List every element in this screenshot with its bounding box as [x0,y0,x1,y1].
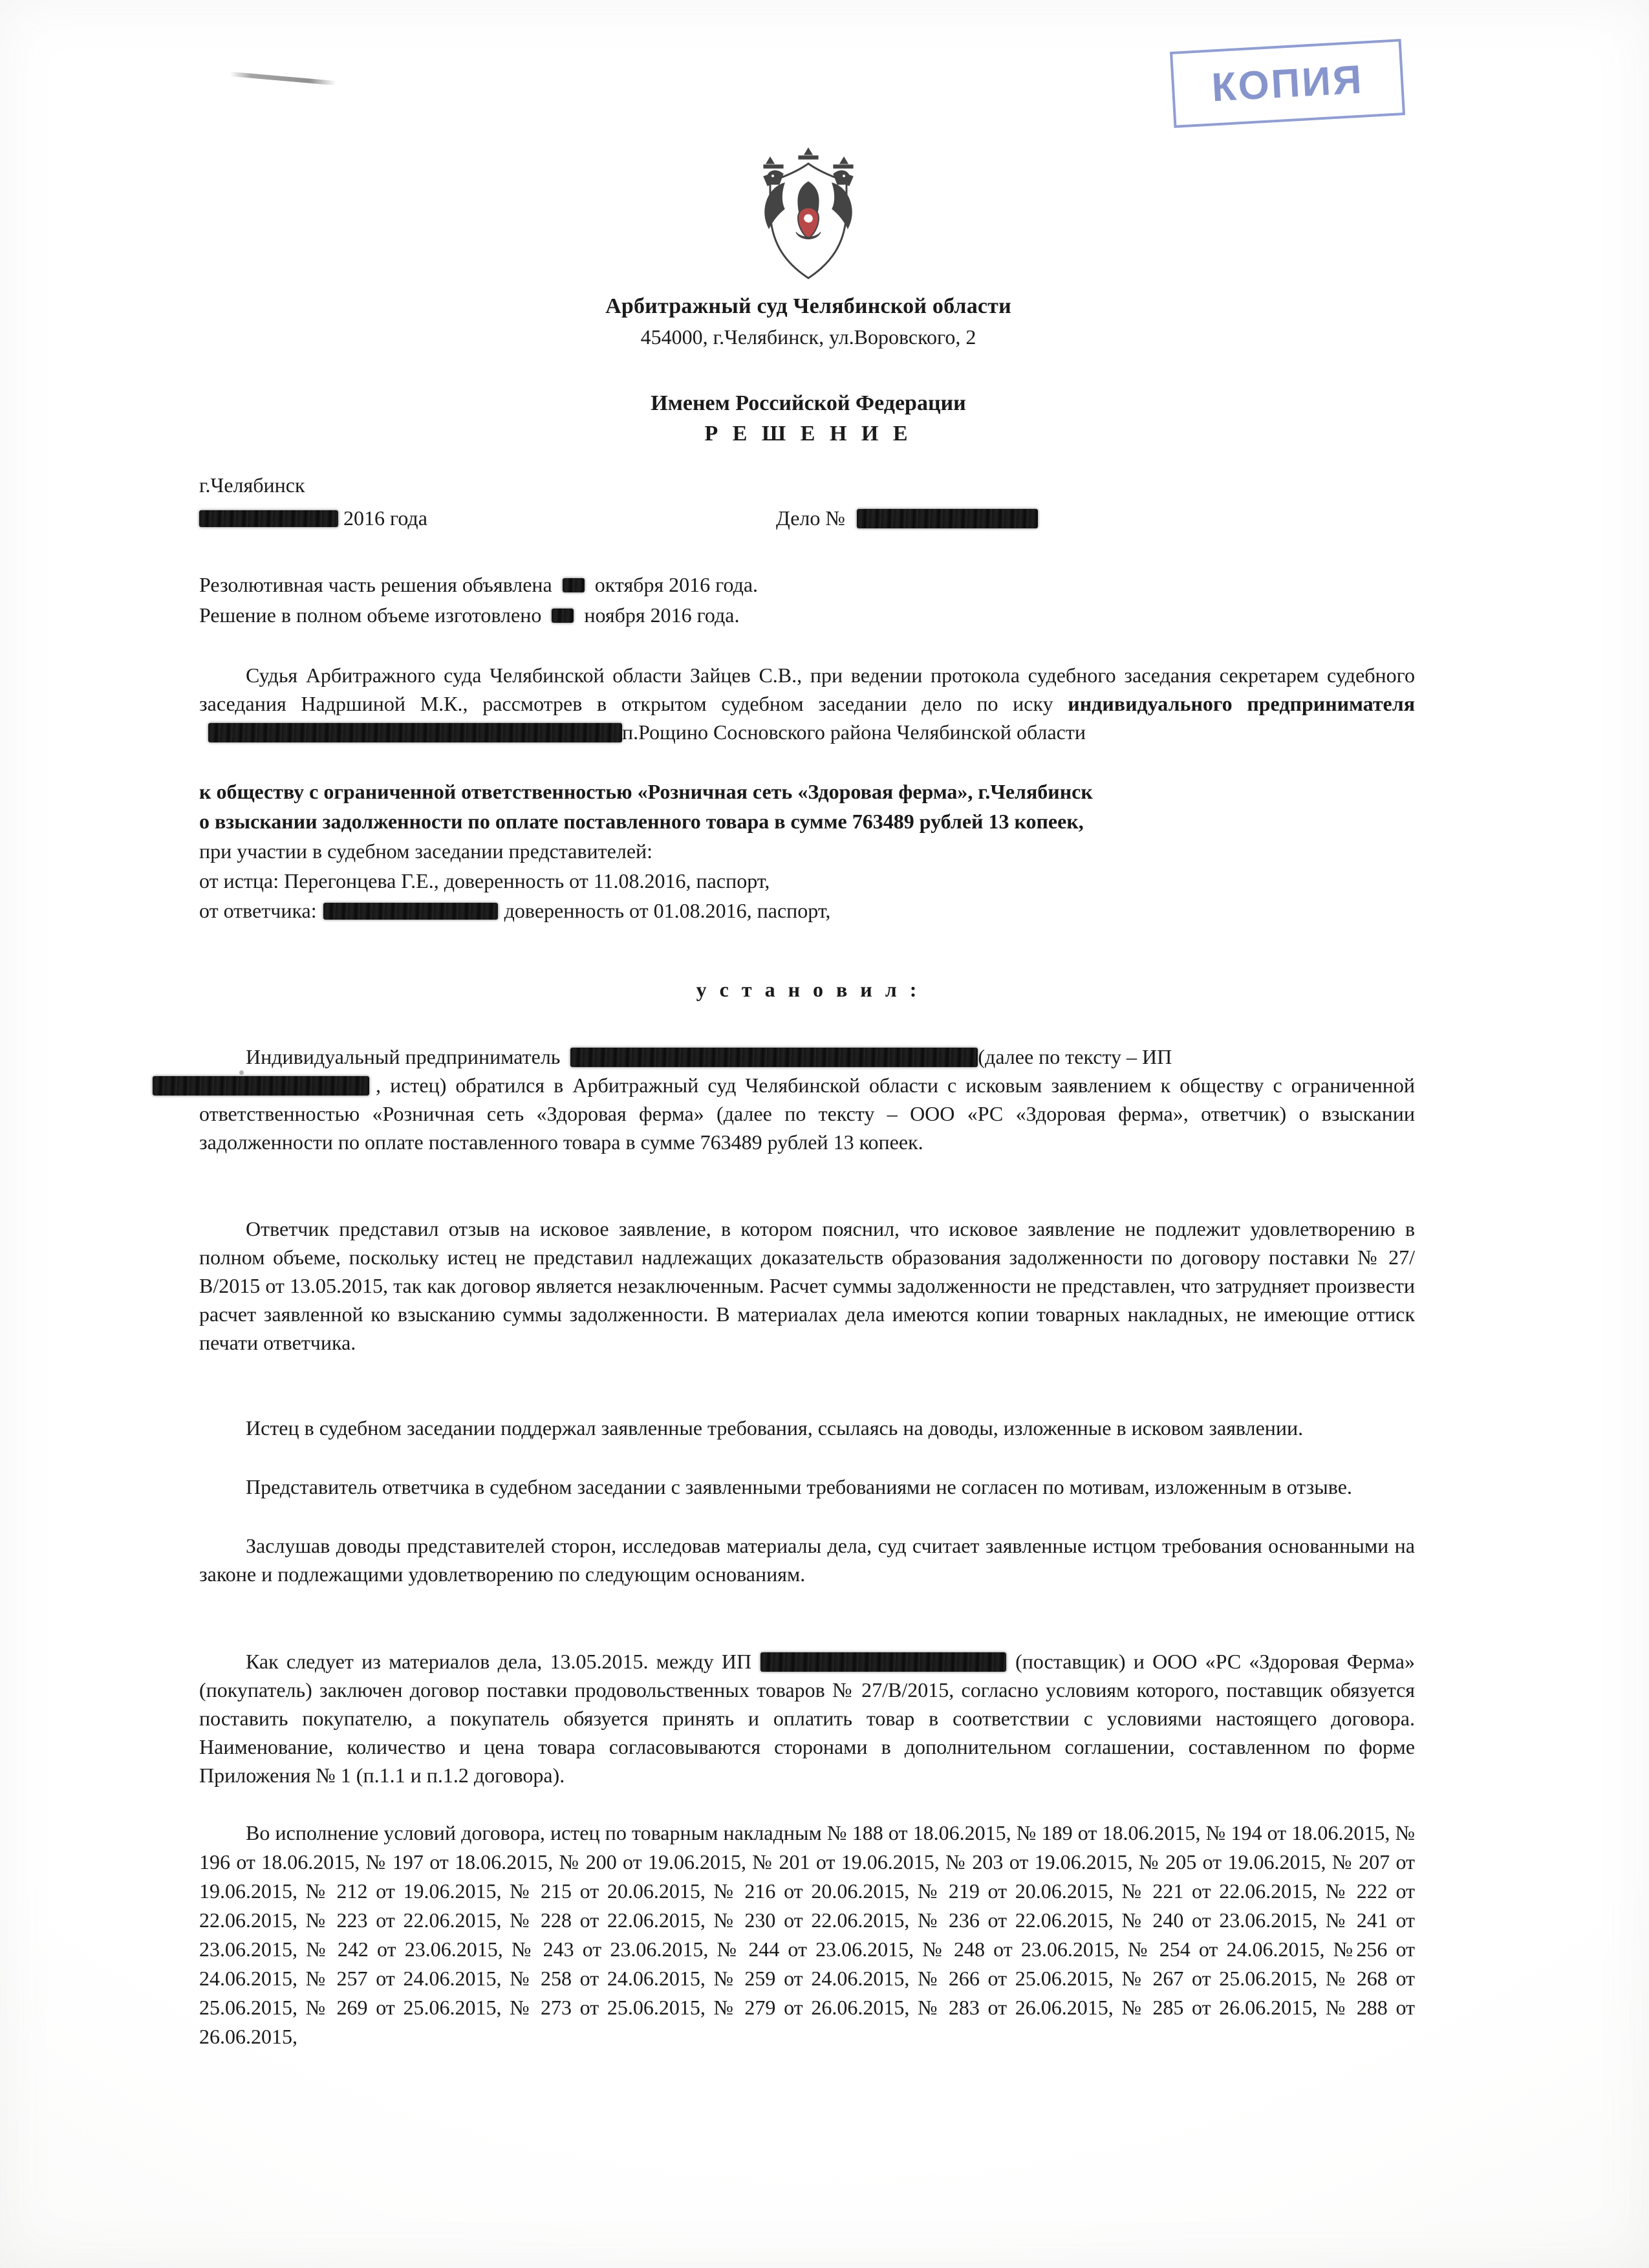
body-paragraph-5: Заслушав доводы представителей сторон, исследовав материалы дела, суд считает заявленные истцом требования основанными на законе и подлежащими удовлетворению по следующим основаниям. [199,1534,1415,1586]
redaction-defendant-representative-name [323,903,498,920]
intro-text-a: Судья Арбитражного суда Челябинской области Зайцев С.В., при ведении протокола судебного заседания секретарем судебного заседания Надршиной М.К., рассмотрев в открытом судебном заседании дело по иску [199,664,1415,715]
redaction-supplier-name [760,1652,1006,1672]
court-address: 454000, г.Челябинск, ул.Воровского, 2 [640,325,976,349]
body-1-c: , истец) обратился в Арбитражный суд Челябинской области с исковым заявлением к обществу с ограниченной ответственностью «Розничная сеть «Здоровая ферма» (далее по тексту – ООО «РС «Здоровая ферма», ответчик) о взыскании задолженности по оплате поставленного товара в сумме 763489 рублей 13 копеек. [199,1074,1415,1154]
participants-line: при участии в судебном заседании представителей: [199,839,653,863]
body-1-b: (далее по тексту – ИП [978,1045,1172,1068]
defendant-representative-suffix: доверенность от 01.08.2016, паспорт, [504,899,831,922]
body-6-a: Как следует из материалов дела, 13.05.2015. между ИП [246,1650,752,1673]
russian-coat-of-arms-icon [734,146,883,288]
resolution-announced-text: Резолютивная часть решения объявлена [199,573,552,596]
resolution-announced-line [199,573,758,597]
body-paragraph-7-invoices: Во исполнение условий договора, истец по товарным накладным № 188 от 18.06.2015, № 189 от 18.06.2015, № 194 от 18.06.2015, № 196 от 18.06.2015, № 197 от 18.06.2015, № 200 от 19.06.2015, № 201 от 19.06.2015, № 203 от 19.06.2015, № 205 от 19.06.2015, № 207 от 19.06.2015, № 212 от 19.06.2015, № 215 от 20.06.2015, № 216 от 20.06.2015, № 219 от 20.06.2015, № 221 от 22.06.2015, № 222 от 22.06.2015, № 223 от 22.06.2015, № 228 от 22.06.2015, № 230 от 22.06.2015, № 236 от 22.06.2015, № 240 от 23.06.2015, № 241 от 23.06.2015, № 242 от 23.06.2015, № 243 от 23.06.2015, № 244 от 23.06.2015, № 248 от 23.06.2015, № 254 от 24.06.2015, №256 от 24.06.2015, № 257 от 24.06.2015, № 258 от 24.06.2015, № 259 от 24.06.2015, № 266 от 25.06.2015, № 267 от 25.06.2015, № 268 от 25.06.2015, № 269 от 25.06.2015, № 273 от 25.06.2015, № 279 от 26.06.2015, № 283 от 26.06.2015, № 285 от 26.06.2015, № 288 от 26.06.2015, [199,1821,1415,2048]
document-content [194,0,1423,2268]
body-6-b: (поставщик) и ООО «РС «Здоровая Ферма» (покупатель) заключен договор поставки продовольственных товаров № 27/В/2015, согласно условиям которого, поставщик обязуется поставить покупателю, а покупатель обязуется принять и оплатить товар в соответствии с условиями настоящего договора. Наименование, количество и цена товара согласовываются сторонами в дополнительном соглашении, составленном по форме Приложения № 1 (п.1.1 и п.1.2 договора). [199,1650,1416,1787]
body-1-a: Индивидуальный предприниматель [246,1045,561,1068]
case-number-line [776,506,1038,530]
redaction-plaintiff-name-1 [208,723,622,742]
full-text-made-tail: ноября 2016 года. [584,603,740,627]
plaintiff-representative-line: от истца: Перегонцева Г.Е., доверенность от 11.08.2016, паспорт, [199,869,770,892]
city-label: г.Челябинск [199,473,305,497]
redaction-plaintiff-name-3 [153,1076,369,1096]
decision-date-suffix: 2016 года [343,506,427,530]
section-heading-ustanovil: у с т а н о в и л : [696,978,921,1001]
decision-date-line [199,506,427,530]
body-paragraph-4: Представитель ответчика в судебном заседании с заявленными требованиями не согласен по мотивам, изложенным в отзыве. [246,1475,1352,1498]
in-name-of-russian-federation: Именем Российской Федерации [651,391,966,415]
copy-stamp: КОПИЯ [1170,39,1405,128]
defendant-representative-prefix: от ответчика: [199,899,317,922]
claim-subject-line: о взыскании задолженности по оплате поставленного товара в сумме 763489 рублей 13 копеек, [199,810,1084,833]
redaction-case-number [857,509,1038,528]
intro-paragraph [199,661,1415,746]
defendant-representative-line [199,896,1415,925]
body-paragraph-1 [199,1042,1415,1156]
intro-text-bold: индивидуального предпринимателя [1068,692,1416,715]
body-paragraph-2: Ответчик представил отзыв на исковое заявление, в котором пояснил, что исковое заявление не подлежит удовлетворению в полном объеме, поскольку истец не представил надлежащих доказательств образования задолженности по договору поставки № 27/В/2015 от 13.05.2015, так как договор является незаключенным. Расчет суммы задолженности не представлен, что затрудняет произвести расчет заявленной ко взысканию суммы задолженности. В материалах дела имеются копии товарных накладных, не имеющие оттиск печати ответчика. [199,1217,1415,1354]
redaction-plaintiff-name-2 [570,1048,978,1067]
full-text-made-text: Решение в полном объеме изготовлено [199,603,542,627]
full-text-made-line [199,603,739,627]
case-number-label: Дело № [776,506,845,530]
redaction-day-october [563,578,585,592]
decision-title: Р Е Ш Е Н И Е [704,422,912,446]
defendant-line: к обществу с ограниченной ответственностью «Розничная сеть «Здоровая ферма», г.Челябинск [199,780,1093,803]
redaction-date [199,510,338,527]
intro-text-b: п.Рощино Сосновского района Челябинской области [622,720,1086,744]
body-paragraph-3: Истец в судебном заседании поддержал заявленные требования, ссылаясь на доводы, изложенные в исковом заявлении. [246,1416,1304,1440]
court-name: Арбитражный суд Челябинской области [605,294,1011,318]
scan-artifact-pencil-mark [230,72,336,85]
body-paragraph-6 [199,1647,1415,1789]
resolution-announced-tail: октября 2016 года. [594,573,759,596]
redaction-day-november [552,609,574,623]
